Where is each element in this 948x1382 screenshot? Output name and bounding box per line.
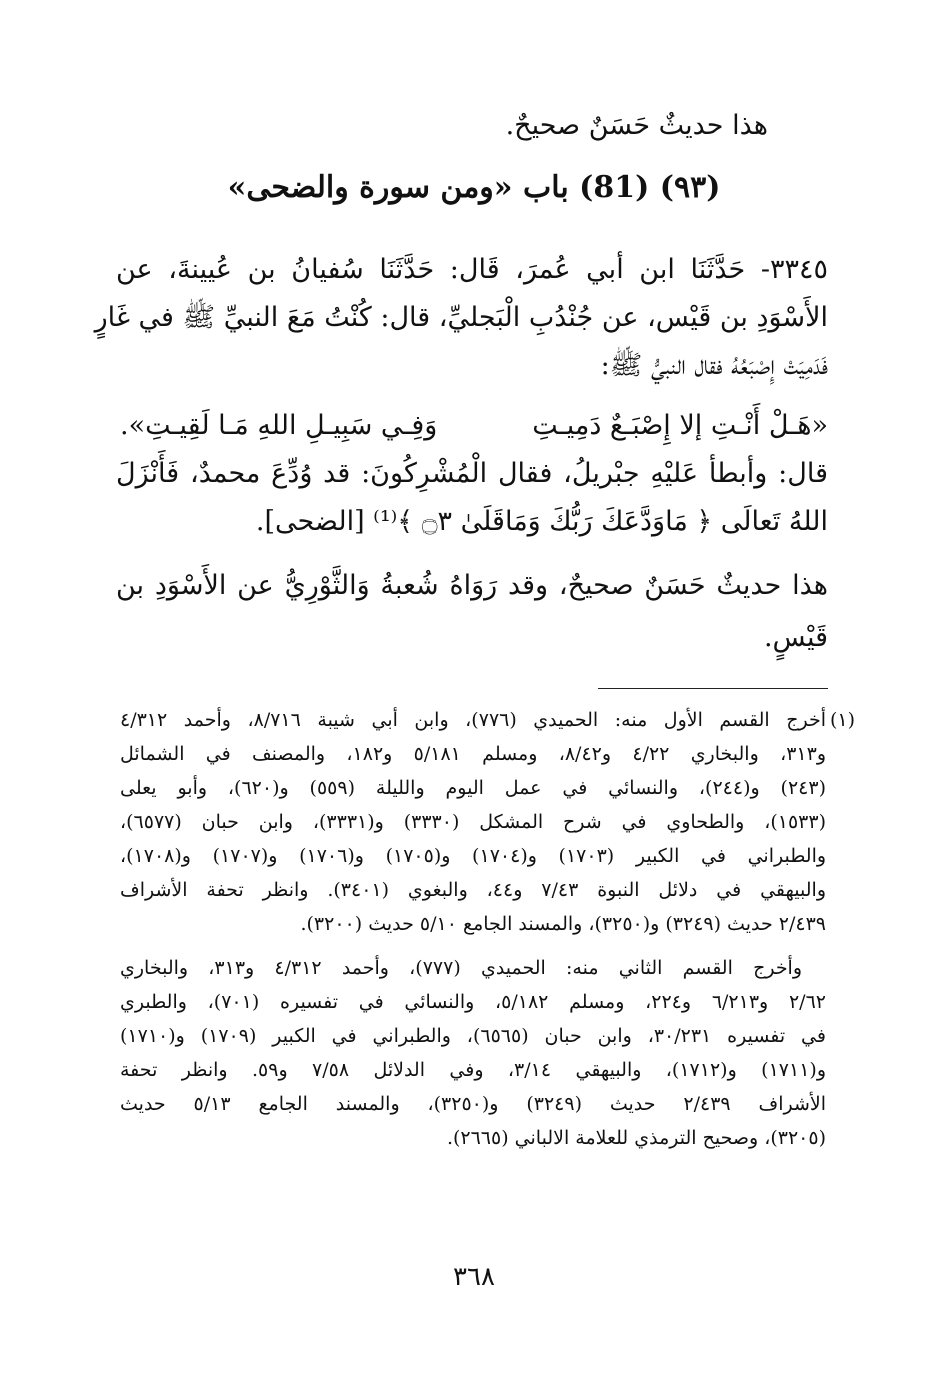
footnote-line: أخرج القسم الأول منه: الحميدي (٧٧٦)، وابن أبي شيبة ٨/٧١٦، وأحمد ٤/٣١٢ <box>120 709 826 731</box>
footnote-separator <box>598 688 828 689</box>
footnote-line: وأخرج القسم الثاني منه: الحميدي (٧٧٧)، وأحمد ٤/٣١٢ و٣١٣، والبخاري <box>120 957 802 979</box>
hadith-grading-line: قَيْسٍ. <box>763 622 828 653</box>
hadith-grading-line: هذا حديثٌ حَسَنٌ صحيحٌ، وقد رَوَاهُ شُعبةُ وَالثَّوْرِيُّ عن الأَسْوَدِ بن <box>116 570 828 601</box>
footnote-line: الأشراف ٢/٤٣٩ حديث (٣٢٤٩) و(٣٢٥٠)، والمسند الجامع ٥/١٣ حديث <box>120 1093 826 1115</box>
footnote-line: والبيهقي في دلائل النبوة ٧/٤٣ و٤٤، والبغوي (٣٤٠١). وانظر تحفة الأشراف <box>120 879 826 901</box>
hadith-text-line-with-quran-verse: اللهُ تَعالَى ﴿ مَاوَدَّعَكَ رَبُّكَ وَمَاقَلَىٰ ۝٣ ﴾⁽¹⁾ [الضحى]. <box>255 506 828 537</box>
footnote-line: ٢/٤٣٩ حديث (٣٢٤٩) و(٣٢٥٠)، والمسند الجامع ٥/١٠ حديث (٣٢٠٠). <box>300 913 826 935</box>
footnote-line: والطبراني في الكبير (١٧٠٣) و(١٧٠٤) و(١٧٠٥) و(١٧٠٦) و(١٧٠٧) و(١٧٠٨)، <box>120 845 826 867</box>
hadith-text-line: الأَسْوَدِ بن قَيْس، عن جُنْدُبِ الْبَجليِّ، قال: كُنْتُ مَعَ النبيِّ ﷺ في غَارٍ <box>94 302 828 333</box>
footnote-line: و(١٧١١) و(١٧١٢)، والبيهقي ٣/١٤، وفي الدلائل ٧/٥٨ و٥٩. وانظر تحفة <box>120 1059 826 1081</box>
hadith-text-line: ٣٣٤٥- حَدَّثَنَا ابن أبي عُمرَ، قَال: حَدَّثَنَا سُفيانُ بن عُيينةَ، عن <box>116 254 828 285</box>
footnote-number-label: (١) <box>830 709 856 731</box>
chapter-heading: (٩٣) (81) باب «ومن سورة والضحى» <box>227 170 721 205</box>
footnote-line: (١٥٣٣)، والطحاوي في شرح المشكل (٣٣٣٠) و(٣٣٣١)، وابن حبان (٦٥٧٧)، <box>120 811 826 833</box>
footnote-line: (٢٤٣) و(٢٤٤)، والنسائي في عمل اليوم والليلة (٥٥٩) و(٦٢٠)، وأبو يعلى <box>120 777 826 799</box>
poem-first-hemistich: «هَـلْ أَنْـتِ إلا إِصْبَـعٌ دَمِيـتِ <box>532 410 828 441</box>
page-number: ٣٦٨ <box>453 1262 495 1292</box>
footnote-line: (٣٢٠٥)، وصحيح الترمذي للعلامة الالباني (٢٦٦٥). <box>446 1127 826 1149</box>
footnote-line: ٢/٦٢ و٦/٢١٣ و٢٢٤، ومسلم ٥/١٨٢، والنسائي في تفسيره (٧٠١)، والطبري <box>120 991 826 1013</box>
hadith-text-line: فَدَمِيَتْ إِصْبَعُهُ فقال النبيُّ ﷺ: <box>600 350 828 381</box>
hadith-text-line: قال: وأبطأ عَليْهِ جبْريلُ، فقال الْمُشْرِكُونَ: قد وُدِّعَ محمدٌ، فَأَنْزَلَ <box>116 458 828 489</box>
poem-second-hemistich: وَفِـي سَبِيـلِ اللهِ مَـا لَقِيـتِ». <box>120 410 438 441</box>
previous-hadith-grading: هذا حديثٌ حَسَنٌ صحيحٌ. <box>505 110 768 141</box>
footnote-line: و٣١٣، والبخاري ٤/٢٢ و٨/٤٢، ومسلم ٥/١٨١ و١٨٢، والمصنف في الشمائل <box>120 743 826 765</box>
footnote-line: في تفسيره ٣٠/٢٣١، وابن حبان (٦٥٦٥)، والطبراني في الكبير (١٧٠٩) و(١٧١٠) <box>120 1025 826 1047</box>
